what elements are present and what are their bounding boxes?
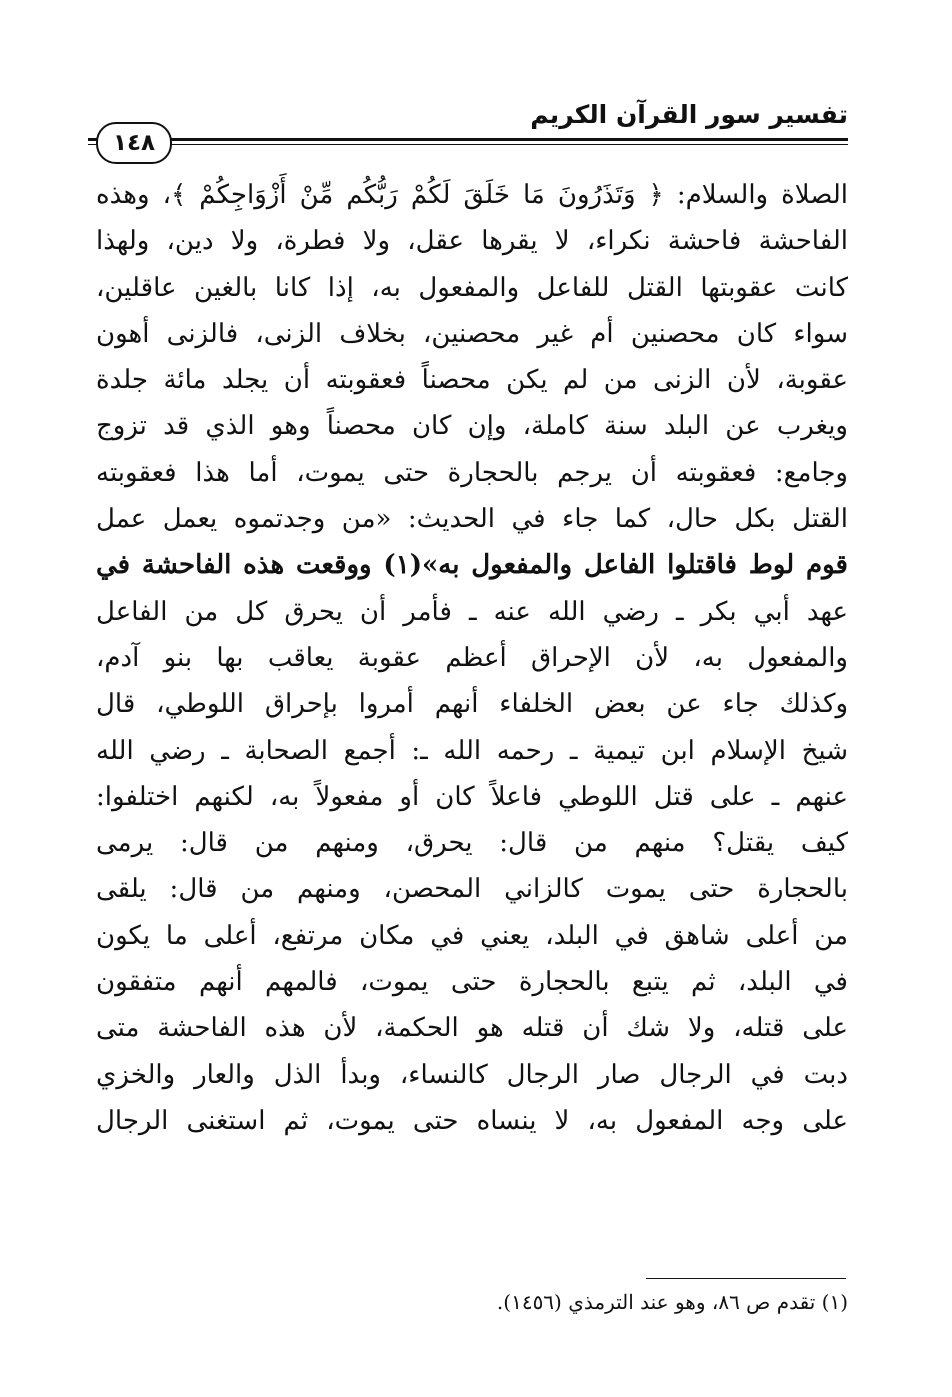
text-line: كانت عقوبتها القتل للفاعل والمفعول به، إذا كانا بالغين عاقلين، (96, 272, 848, 303)
header-rule-thin (88, 144, 848, 145)
text-line: الفاحشة فاحشة نكراء، لا يقرها عقل، ولا فطرة، ولا دين، ولهذا (96, 226, 848, 257)
text-line: سواء كان محصنين أم غير محصنين، بخلاف الزنى، فالزنى أهون (96, 318, 848, 349)
text-line: عهد أبي بكر ـ رضي الله عنه ـ فأمر أن يحرق كل من الفاعل (96, 596, 848, 627)
text-line: بالحجارة حتى يموت كالزاني المحصن، ومنهم من قال: يلقى (96, 874, 848, 905)
text-line: دبت في الرجال صار الرجال كالنساء، وبدأ الذل والعار والخزي (96, 1059, 848, 1090)
text-line: على وجه المفعول به، لا ينساه حتى يموت، ثم استغنى الرجال (96, 1105, 848, 1136)
text-line: ويغرب عن البلد سنة كاملة، وإن كان محصناً وهو الذي قد تزوج (96, 411, 848, 442)
header-rule (88, 138, 848, 141)
footnote: (١) تقدم ص ٨٦، وهو عند الترمذي (١٤٥٦). (496, 1290, 848, 1314)
text-line: القتل بكل حال، كما جاء في الحديث: «من وجدتموه يعمل عمل (96, 504, 848, 535)
page-header (88, 100, 848, 170)
text-line: على قتله، ولا شك أن قتله هو الحكمة، لأن هذه الفاحشة متى (96, 1013, 848, 1044)
text-line: وجامع: فعقوبته أن يرجم بالحجارة حتى يموت، أما هذا فعقوبته (96, 457, 848, 488)
text-line: عقوبة، لأن الزنى من لم يكن محصناً فعقوبته أن يجلد مائة جلدة (96, 365, 848, 396)
text-line: من أعلى شاهق في البلد، يعني في مكان مرتفع، أعلى ما يكون (96, 920, 848, 951)
text-line: في البلد، ثم يتبع بالحجارة حتى يموت، فالمهم أنهم متفقون (96, 967, 848, 998)
text-line: كيف يقتل؟ منهم من قال: يحرق، ومنهم من قال: يرمى (96, 828, 848, 859)
text-line: وكذلك جاء عن بعض الخلفاء أنهم أمروا بإحراق اللوطي، قال (96, 689, 848, 720)
text-line: والمفعول به، لأن الإحراق أعظم عقوبة يعاقب بها بنو آدم، (96, 642, 848, 673)
body-text (96, 172, 848, 1144)
page-number: ١٤٨ (96, 122, 172, 164)
hadith-line: قوم لوط فاقتلوا الفاعل والمفعول به»(١) ووقعت هذه الفاحشة في (96, 550, 848, 581)
footnote-divider (646, 1278, 846, 1279)
text-line: شيخ الإسلام ابن تيمية ـ رحمه الله ـ: أجمع الصحابة ـ رضي الله (96, 735, 848, 766)
text-line: الصلاة والسلام: ﴿ وَتَذَرُونَ مَا خَلَقَ لَكُمْ رَبُّكُم مِّنْ أَزْوَاجِكُمْ ﴾، وهذه (96, 180, 848, 210)
book-title: تفسير سور القرآن الكريم (530, 100, 848, 129)
text-line: عنهم ـ على قتل اللوطي فاعلاً كان أو مفعولاً به، لكنهم اختلفوا: (96, 781, 848, 812)
